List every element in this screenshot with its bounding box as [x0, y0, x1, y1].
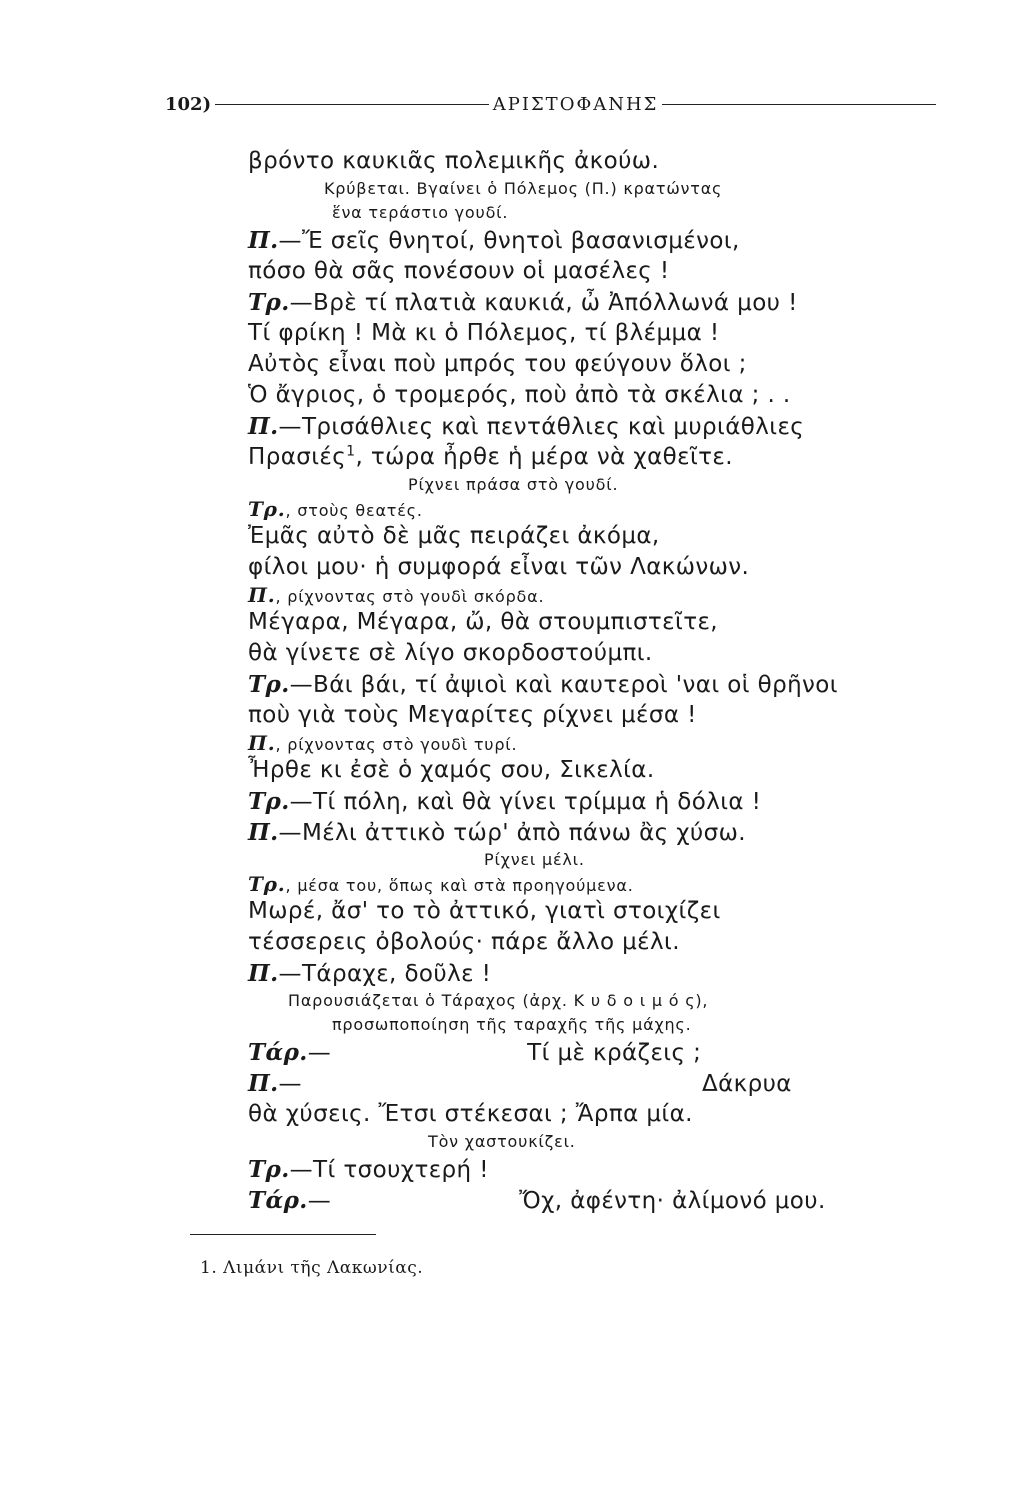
verse-line [248, 1185, 948, 1216]
play-text [248, 146, 948, 1216]
line-text: , ρίχνοντας στὸ γουδὶ τυρί. [275, 735, 518, 754]
line-text: θὰ χύσεις. Ἔτσι στέκεσαι ; Ἄρπα μία. [248, 1101, 693, 1127]
footnote-text: Λιμάνι τῆς Λακωνίας. [223, 1258, 424, 1278]
line-text: Πρασιές [248, 444, 347, 470]
line-text: Μέγαρα, Μέγαρα, ὤ, θὰ στουμπιστεῖτε, [248, 609, 718, 635]
line-text: —Ἔ σεῖς θνητοί, θνητοὶ βασανισμένοι, [278, 228, 740, 254]
line-text: , μέσα του, ὅπως καὶ στὰ προηγούμενα. [285, 876, 634, 895]
line-text-continued: , τώρα ἦρθε ἡ μέρα νὰ χαθεῖτε. [355, 444, 733, 470]
speaker-label: Π. [248, 819, 279, 846]
line-text-continued: Τί μὲ κράζεις ; [527, 1040, 702, 1066]
line-text: Τὸν χαστουκίζει. [428, 1132, 576, 1151]
stage-direction [248, 731, 948, 755]
stage-direction [248, 989, 948, 1013]
line-text: φίλοι μου· ἡ συμφορά εἶναι τῶν Λακώνων. [248, 554, 750, 580]
stage-direction [248, 872, 948, 896]
line-text: — [307, 1188, 332, 1214]
verse-line [248, 755, 948, 786]
verse-line [248, 411, 948, 442]
verse-line [248, 146, 948, 177]
stage-direction [248, 848, 948, 872]
speaker-label: Τάρ. [248, 1039, 308, 1066]
line-text: Κρύβεται. Βγαίνει ὁ Πόλεμος (Π.) κρατώντας [324, 179, 723, 198]
footnote [200, 1258, 423, 1278]
running-title: ΑΡΙΣΤΟΦΑΝΗΣ [492, 93, 659, 115]
line-text: — [278, 1071, 302, 1097]
line-text: —Τάραχε, δοῦλε ! [278, 961, 492, 987]
speaker-label: Τρ. [248, 1156, 290, 1183]
stage-direction [248, 473, 948, 497]
verse-line [248, 1068, 948, 1099]
line-text: προσωποποίηση τῆς ταραχῆς τῆς μάχης. [332, 1015, 692, 1034]
line-text-continued: Δάκρυα [701, 1071, 792, 1097]
line-text: —Μέλι ἀττικὸ τώρ' ἀπὸ πάνω ἂς χύσω. [278, 820, 746, 846]
line-text: , στοὺς θεατές. [285, 501, 423, 520]
line-text: ἕνα τεράστιο γουδί. [332, 203, 509, 222]
stage-direction [248, 1130, 948, 1154]
line-text: —Βάι βάι, τί ἀψιοὶ καὶ καυτεροὶ 'ναι οἱ θρῆνοι [289, 672, 838, 698]
verse-line [248, 1037, 948, 1068]
header-rule-left [215, 104, 489, 105]
verse-line [248, 607, 948, 638]
speaker-label: Π. [248, 227, 279, 254]
header-rule-right [662, 104, 936, 105]
verse-line [248, 817, 948, 848]
line-text: —Τί πόλη, καὶ θὰ γίνει τρίμμα ἡ δόλια ! [289, 789, 762, 815]
line-text: —Τρισάθλιες καὶ πεντάθλιες καὶ μυριάθλιες [278, 414, 805, 440]
line-text: ποὺ γιὰ τοὺς Μεγαρίτες ρίχνει μέσα ! [248, 702, 697, 728]
speaker-label: Π. [248, 583, 276, 607]
line-text: τέσσερεις ὀβολούς· πάρε ἄλλο μέλι. [248, 929, 680, 955]
verse-line [248, 349, 948, 380]
verse-line [248, 256, 948, 287]
verse-line [248, 927, 948, 958]
line-text: Αὐτὸς εἶναι ποὺ μπρός του φεύγουν ὅλοι ; [248, 351, 747, 377]
page-number: 102) [165, 93, 212, 115]
verse-line [248, 1099, 948, 1130]
line-text: βρόντο καυκιᾶς πολεμικῆς ἀκούω. [248, 148, 660, 174]
line-text: Ἐμᾶς αὐτὸ δὲ μᾶς πειράζει ἀκόμα, [248, 523, 660, 549]
verse-line [248, 225, 948, 256]
speaker-label: Π. [248, 960, 279, 987]
verse-line [248, 552, 948, 583]
line-text: θὰ γίνετε σὲ λίγο σκορδοστούμπι. [248, 640, 653, 666]
speaker-label: Τρ. [248, 497, 286, 521]
line-text: , ρίχνοντας στὸ γουδὶ σκόρδα. [275, 587, 545, 606]
verse-line [248, 958, 948, 989]
line-text: Ρίχνει πράσα στὸ γουδί. [408, 475, 619, 494]
line-text: πόσο θὰ σᾶς πονέσουν οἱ μασέλες ! [248, 258, 670, 284]
verse-line [248, 380, 948, 411]
line-text-continued: Ὄχ, ἀφέντη· ἀλίμονό μου. [519, 1188, 826, 1214]
verse-line [248, 442, 948, 473]
line-text: Παρουσιάζεται ὁ Τάραχος (ἀρχ. Κ υ δ ο ι μ ό ς), [288, 991, 709, 1010]
speaker-label: Τρ. [248, 289, 290, 316]
line-text: Ὁ ἄγριος, ὁ τρομερός, ποὺ ἀπὸ τὰ σκέλια ; . . [248, 382, 791, 408]
speaker-label: Π. [248, 1070, 279, 1097]
speaker-label: Π. [248, 731, 276, 755]
line-text: —Τί τσουχτερή ! [289, 1157, 489, 1183]
verse-line [248, 638, 948, 669]
speaker-label: Τρ. [248, 872, 286, 896]
verse-line [248, 700, 948, 731]
stage-direction [248, 497, 948, 521]
line-text: Ἦρθε κι ἐσὲ ὁ χαμός σου, Σικελία. [248, 757, 655, 783]
speaker-label: Τρ. [248, 788, 290, 815]
footnote-rule [190, 1234, 376, 1235]
verse-line [248, 896, 948, 927]
stage-direction [248, 177, 948, 201]
footnote-number: 1. [200, 1258, 218, 1278]
speaker-label: Π. [248, 413, 279, 440]
line-text: Τί φρίκη ! Μὰ κι ὁ Πόλεμος, τί βλέμμα ! [248, 320, 720, 346]
speaker-label: Τρ. [248, 671, 290, 698]
stage-direction [248, 583, 948, 607]
stage-direction [248, 201, 948, 225]
stage-direction [248, 1013, 948, 1037]
verse-line [248, 287, 948, 318]
running-header [165, 92, 940, 116]
verse-line [248, 521, 948, 552]
line-text: —Βρὲ τί πλατιὰ καυκιά, ὦ Ἀπόλλωνά μου ! [289, 290, 798, 316]
line-text: Ρίχνει μέλι. [484, 850, 585, 869]
speaker-label: Τάρ. [248, 1187, 308, 1214]
line-text: Μωρέ, ἄσ' το τὸ ἀττικό, γιατὶ στοιχίζει [248, 898, 721, 924]
verse-line [248, 318, 948, 349]
line-text: — [307, 1040, 332, 1066]
verse-line [248, 669, 948, 700]
verse-line [248, 786, 948, 817]
footnote-marker: 1 [346, 443, 356, 460]
verse-line [248, 1154, 948, 1185]
